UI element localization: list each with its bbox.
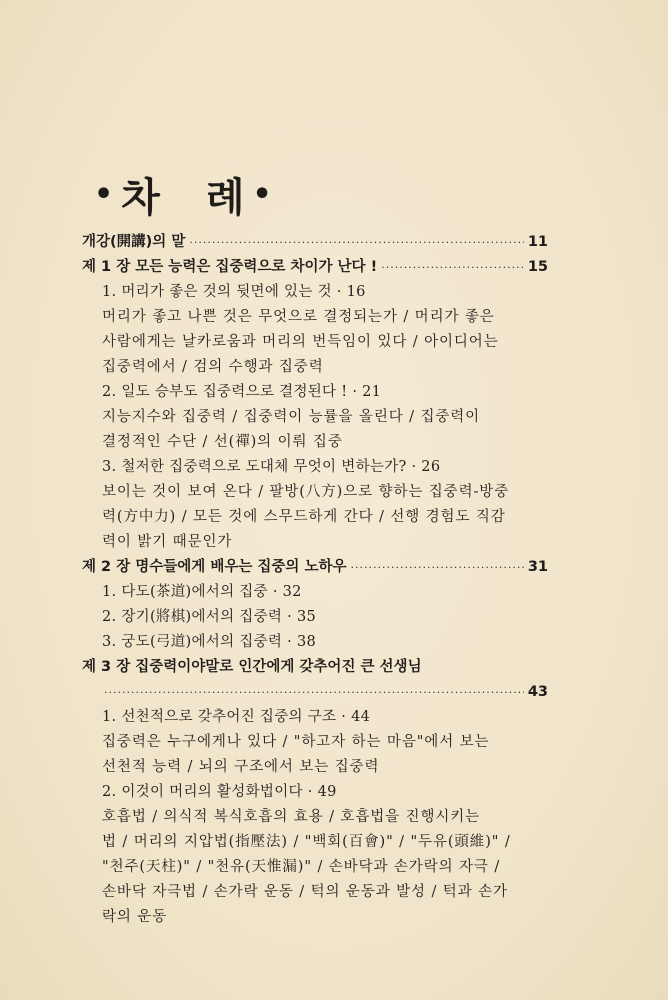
- section-topics-line: 락의 운동: [102, 909, 168, 925]
- entry-label: 개강(開講)의 말: [82, 234, 186, 250]
- page-number: 43: [527, 684, 548, 700]
- section-topics-line: 지능지수와 집중력 / 집중력이 능률을 올린다 / 집중력이: [102, 409, 481, 425]
- toc-section-3-2[interactable]: 2. 이것이 머리의 활성화법이다 · 49: [102, 784, 337, 800]
- title-bullet-right: •: [252, 177, 274, 212]
- section-topics-line: 력이 밝기 때문인가: [102, 534, 233, 550]
- section-topics-line: 집중력은 누구에게나 있다 / "하고자 하는 마음"에서 보는: [102, 734, 490, 750]
- dot-leader: [189, 230, 523, 255]
- toc-section-2-2[interactable]: 2. 장기(將棋)에서의 집중력 · 35: [102, 609, 316, 625]
- toc-title: [88, 166, 280, 223]
- toc-entry-chapter-2[interactable]: [82, 555, 548, 580]
- table-of-contents: [82, 230, 552, 930]
- toc-section-2-3[interactable]: 3. 궁도(弓道)에서의 집중력 · 38: [102, 634, 316, 650]
- section-topics-line: 선천적 능력 / 뇌의 구조에서 보는 집중력: [102, 759, 380, 775]
- chapter-label: 제 1 장 모든 능력은 집중력으로 차이가 난다 !: [82, 259, 378, 275]
- chapter-label: 제 2 장 명수들에게 배우는 집중의 노하우: [82, 559, 347, 575]
- toc-entry-chapter-3-leader[interactable]: [82, 680, 548, 705]
- section-topics-line: 집중력에서 / 검의 수행과 집중력: [102, 359, 324, 375]
- toc-entry-preface[interactable]: [82, 230, 548, 255]
- toc-entry-chapter-3[interactable]: [82, 655, 548, 680]
- section-topics-line: 력(方中力) / 모든 것에 스무드하게 간다 / 선행 경험도 직감: [102, 509, 506, 525]
- section-topics-line: 법 / 머리의 지압법(指壓法) / "백회(百會)" / "두유(頭維)" /: [102, 834, 511, 850]
- section-topics-line: 사람에게는 날카로움과 머리의 번득임이 있다 / 아이디어는: [102, 334, 499, 350]
- title-char-2: 례: [205, 175, 247, 221]
- toc-section-1-2[interactable]: 2. 일도 승부도 집중력으로 결정된다 ! · 21: [102, 384, 382, 400]
- dot-leader: [381, 255, 524, 280]
- toc-section-3-1[interactable]: 1. 선천적으로 갖추어진 집중의 구조 · 44: [102, 709, 371, 725]
- section-topics-line: 보이는 것이 보여 온다 / 팔방(八方)으로 향하는 집중력-방중: [102, 484, 510, 500]
- dot-leader: [104, 680, 524, 705]
- toc-entry-chapter-1[interactable]: [82, 255, 548, 280]
- page-number: 15: [527, 259, 548, 275]
- chapter-label: 제 3 장 집중력이야말로 인간에게 갖추어진 큰 선생님: [82, 659, 422, 675]
- page-number: 11: [527, 234, 548, 250]
- page-number: 31: [527, 559, 548, 575]
- dot-leader: [351, 555, 524, 580]
- section-topics-line: 머리가 좋고 나쁜 것은 무엇으로 결정되는가 / 머리가 좋은: [102, 309, 495, 325]
- section-topics-line: "천주(天柱)" / "천유(天惟漏)" / 손바닥과 손가락의 자극 /: [102, 859, 501, 875]
- section-topics-line: 손바닥 자극법 / 손가락 운동 / 턱의 운동과 발성 / 턱과 손가: [102, 884, 508, 900]
- toc-section-1-1[interactable]: 1. 머리가 좋은 것의 뒷면에 있는 것 · 16: [102, 284, 366, 300]
- title-char-1: 차: [121, 175, 162, 221]
- section-topics-line: 호흡법 / 의식적 복식호흡의 효용 / 호흡법을 진행시키는: [102, 809, 481, 825]
- section-topics-line: 결정적인 수단 / 선(禪)의 이뤄 집중: [102, 434, 343, 450]
- title-bullet-left: •: [94, 177, 116, 212]
- toc-section-2-1[interactable]: 1. 다도(茶道)에서의 집중 · 32: [102, 584, 302, 600]
- toc-section-1-3[interactable]: 3. 철저한 집중력으로 도대체 무엇이 변하는가? · 26: [102, 459, 441, 475]
